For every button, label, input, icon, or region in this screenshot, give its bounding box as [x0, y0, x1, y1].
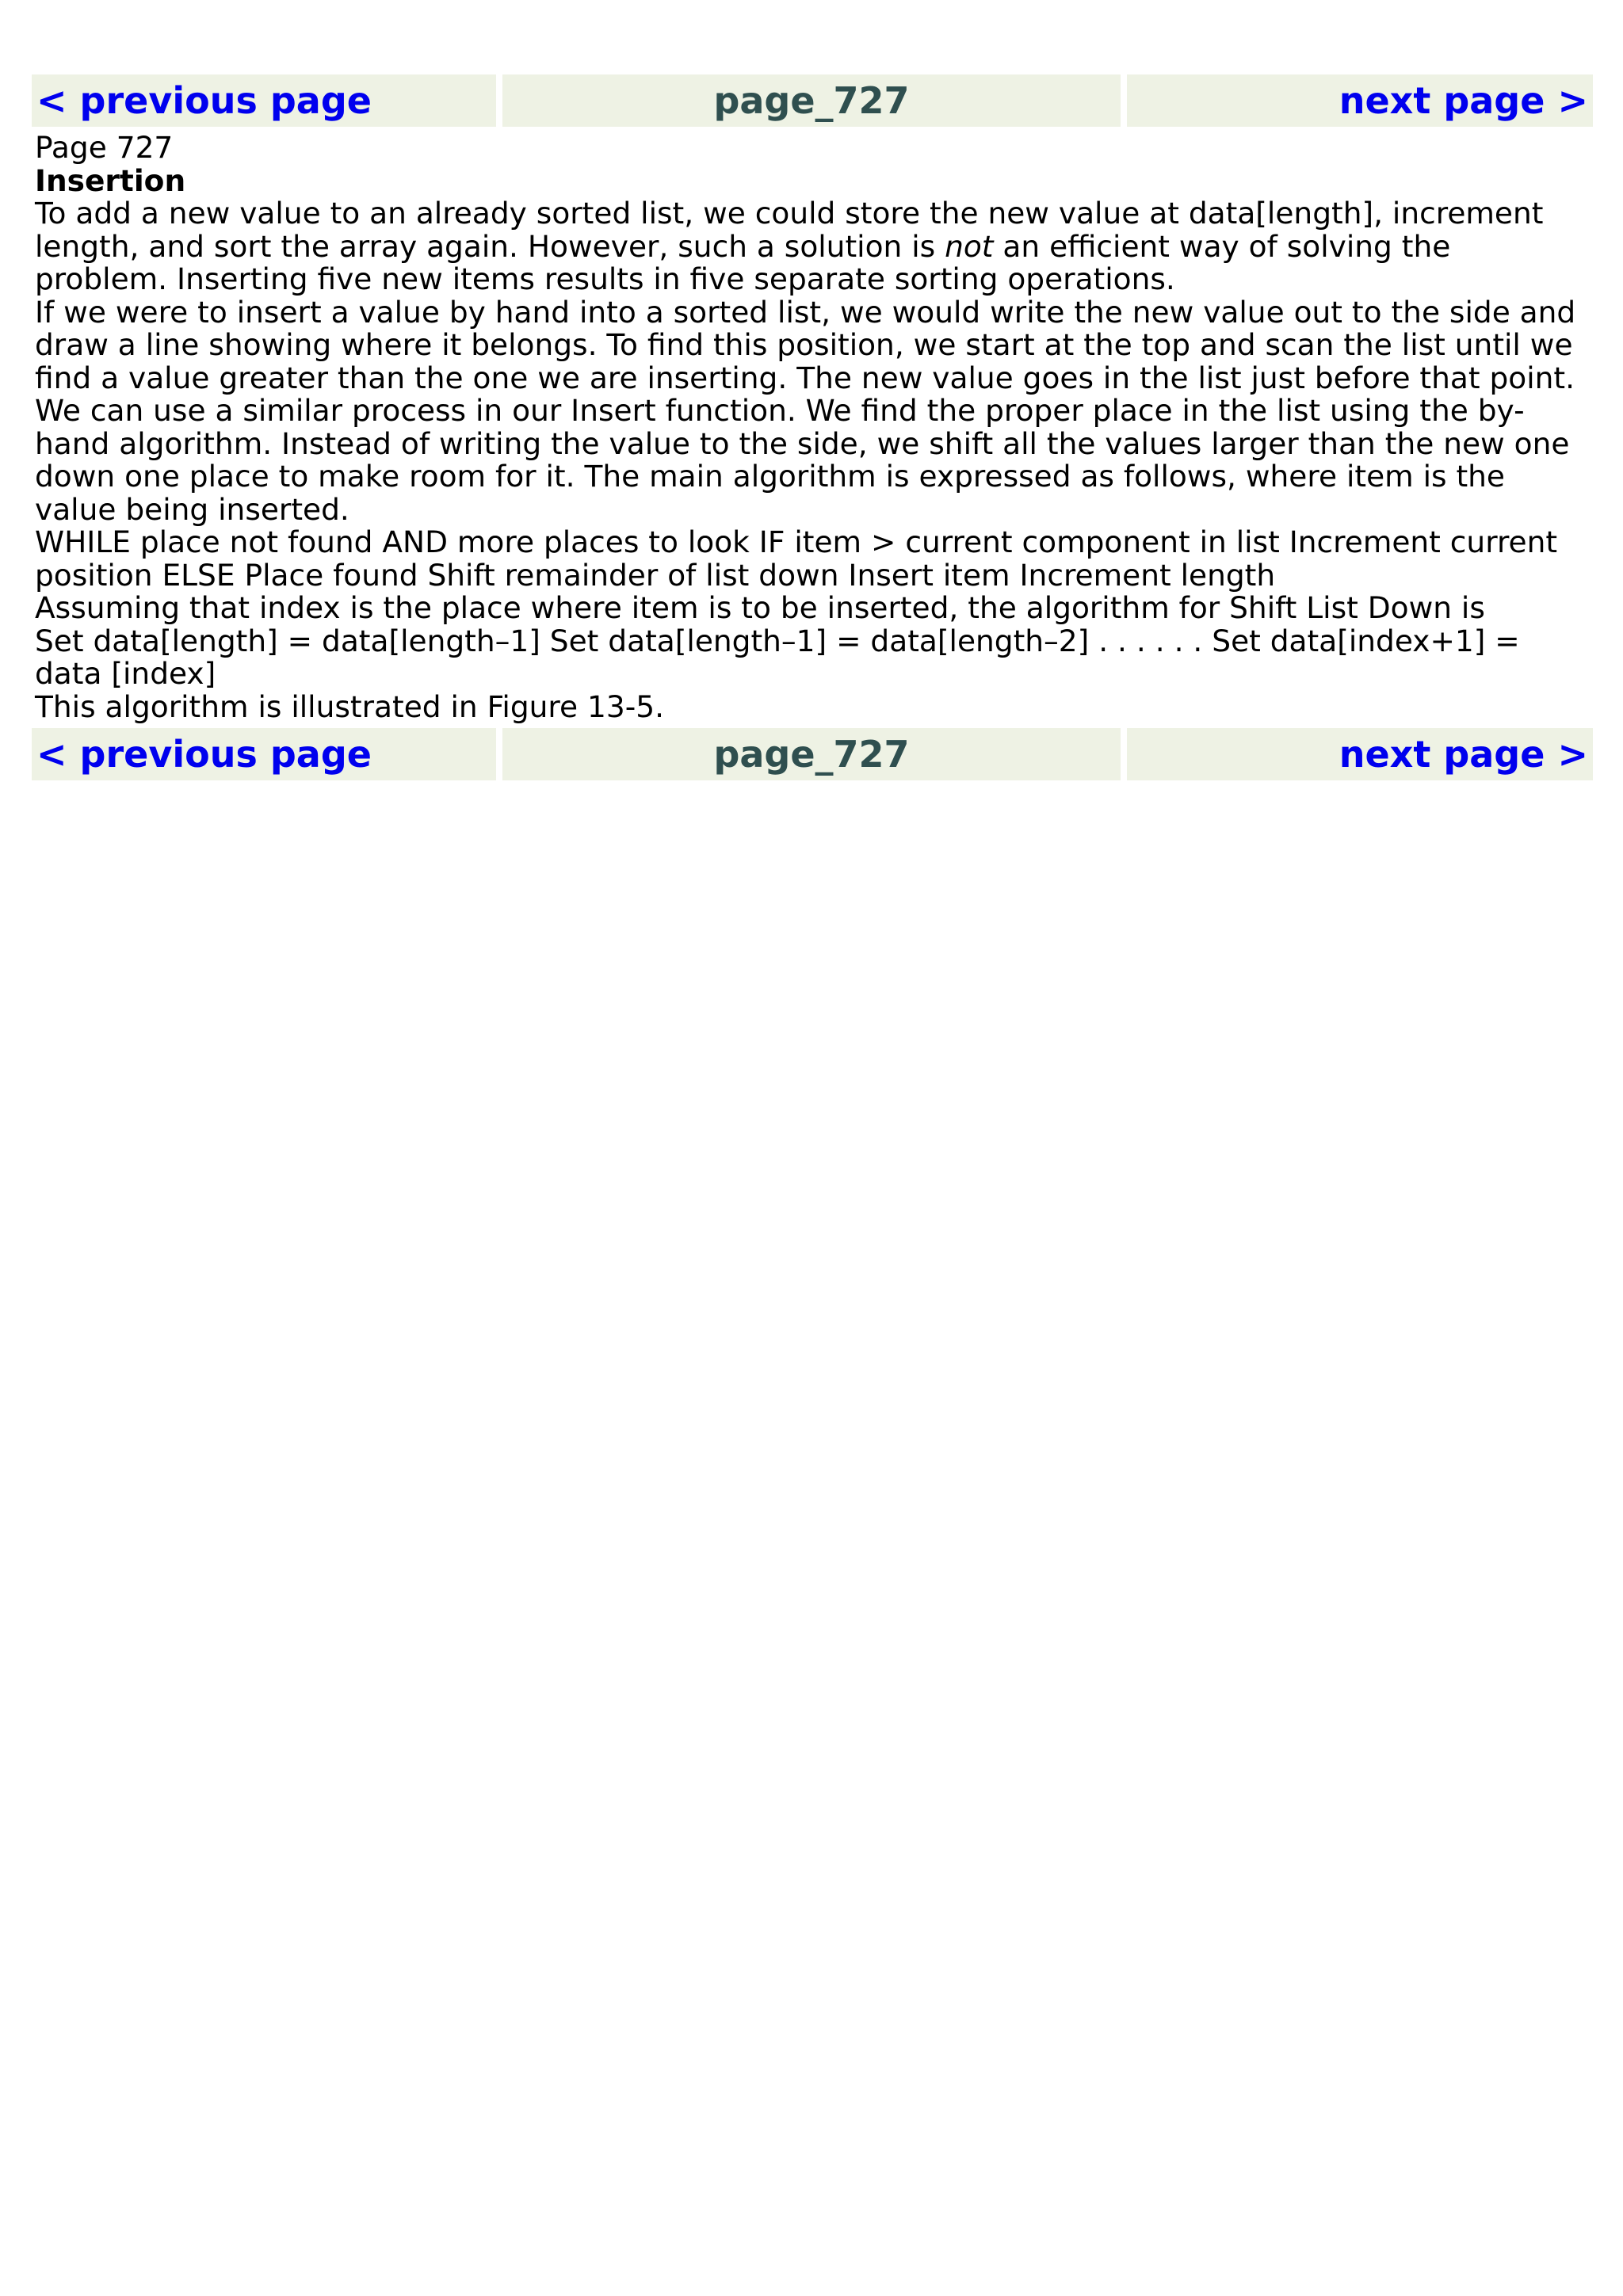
- paragraph-1-text-b: an efficient way of solving the problem. Inserting five new items results in five separate sorting operations.: [35, 228, 1451, 296]
- paragraph-1-emphasis: not: [945, 228, 994, 264]
- previous-page-link[interactable]: < previous page: [36, 79, 372, 122]
- bottom-navigation-bar: [32, 728, 1593, 780]
- page-id-cell: [502, 74, 1121, 127]
- top-navigation-bar: [32, 74, 1593, 127]
- nav-prev-cell: [32, 74, 496, 127]
- section-heading: Insertion: [35, 162, 186, 198]
- paragraph-1: [35, 197, 1590, 296]
- algorithm-shift-list-down: Set data[length] = data[length–1] Set data[length–1] = data[length–2] . . . . . . Set data[index+1] = data [index]: [35, 623, 1520, 691]
- paragraph-3: We can use a similar process in our Insert function. We find the proper place in the list using the by-hand algorithm. Instead of writing the value to the side, we shift all the values larger than the new one down one place to make room for it. The main algorithm is expressed as follows, where item is the value being inserted.: [35, 393, 1570, 527]
- nav-next-cell-bottom: [1127, 728, 1593, 780]
- next-page-link[interactable]: next page >: [1338, 79, 1588, 122]
- nav-next-cell: [1127, 74, 1593, 127]
- page-content: [32, 127, 1593, 728]
- nav-prev-cell-bottom: [32, 728, 496, 780]
- paragraph-1-text-a: To add a new value to an already sorted list, we could store the new value at data[length], increment length, and sort the array again. However, such a solution is: [35, 196, 1544, 264]
- paragraph-7: This algorithm is illustrated in Figure 13-5.: [35, 688, 665, 724]
- previous-page-link-bottom[interactable]: < previous page: [36, 733, 372, 776]
- page-wrapper: [32, 74, 1593, 780]
- next-page-link-bottom[interactable]: next page >: [1338, 733, 1588, 776]
- page-number-label: Page 727: [35, 130, 174, 165]
- paragraph-5: Assuming that index is the place where item is to be inserted, the algorithm for Shift List Down is: [35, 590, 1485, 625]
- page-id-cell-bottom: [502, 728, 1121, 780]
- page-id-label-bottom: page_727: [713, 733, 910, 776]
- page-id-label: page_727: [713, 79, 910, 122]
- paragraph-2: If we were to insert a value by hand into a sorted list, we would write the new value out to the side and draw a line showing where it belongs. To find this position, we start at the top and scan the list until we find a value greater than the one we are inserting. The new value goes in the list just before that point.: [35, 294, 1576, 395]
- algorithm-insert: WHILE place not found AND more places to look IF item > current component in list Increment current position ELSE Place found Shift remainder of list down Insert item Increment length: [35, 524, 1558, 593]
